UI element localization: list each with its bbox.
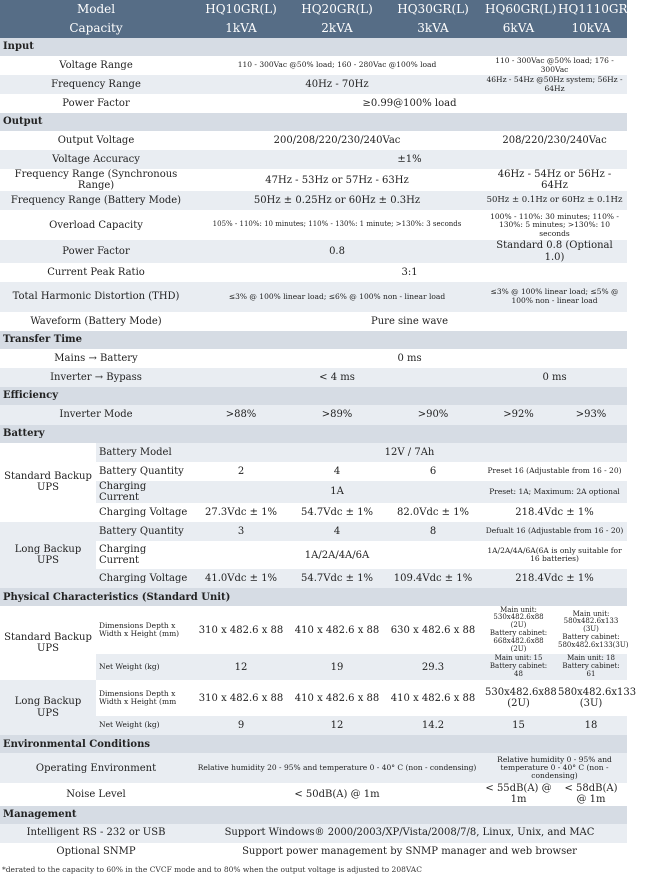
footnote: *derated to the capacity to 60% in the CVCF mode and to 80% when the output voltage is adjusted to 208VAC xyxy=(2,864,422,874)
row-label: Frequency Range xyxy=(0,75,192,94)
cell-value: 47Hz - 53Hz or 57Hz - 63Hz xyxy=(192,169,482,191)
cell-value xyxy=(482,606,555,654)
dim-line: 668x482.6x88 (2U) xyxy=(493,636,544,653)
cell-value: ≤3% @ 100% linear load; ≤6% @ 100% non - linear load xyxy=(192,282,482,312)
cell-value: 0 ms xyxy=(192,349,627,368)
cell-value: 54.7Vdc ± 1% xyxy=(290,503,384,522)
cell-value: 3:1 xyxy=(192,263,627,282)
cell-value xyxy=(555,654,627,680)
cell-value: 530x482.6x88 (2U) xyxy=(482,680,555,716)
cell-value: 9 xyxy=(192,716,290,735)
cell-value: 29.3 xyxy=(384,654,482,680)
row-label: Noise Level xyxy=(0,783,192,805)
cell-value: 410 x 482.6 x 88 xyxy=(384,680,482,716)
row-label: Inverter Mode xyxy=(0,405,192,425)
row-label: Net Weight (kg) xyxy=(96,654,192,680)
table-row xyxy=(0,75,627,94)
cell-value: 310 x 482.6 x 88 xyxy=(192,606,290,654)
dim-line: Main unit: xyxy=(572,609,610,618)
model-2k: HQ20GR(L) xyxy=(290,0,384,19)
cell-value: 46Hz - 54Hz @50Hz system; 56Hz - 64Hz xyxy=(482,75,627,94)
row-label: Battery Quantity xyxy=(96,462,192,481)
row-label: Frequency Range (Battery Mode) xyxy=(0,191,192,210)
cell-value: 218.4Vdc ± 1% xyxy=(482,503,627,522)
row-label: Total Harmonic Distortion (THD) xyxy=(0,282,192,312)
table-row xyxy=(0,680,627,716)
dim-line: Battery cabinet: xyxy=(489,629,548,638)
model-1k: HQ10GR(L) xyxy=(192,0,290,19)
cell-value: Relative humidity 20 - 95% and temperature 0 - 40° C (non - condensing) xyxy=(192,753,482,783)
table-row xyxy=(0,282,627,312)
cell-value: 0.8 xyxy=(192,240,482,262)
model-label: Model xyxy=(0,0,192,19)
section-input xyxy=(0,38,627,56)
cell-value: 200/208/220/230/240Vac xyxy=(192,131,482,150)
capacity-label: Capacity xyxy=(0,19,192,38)
cell-value: >92% xyxy=(482,405,555,425)
header-capacity-row xyxy=(0,19,627,38)
cell-value: Relative humidity 0 - 95% and temperature 0 - 40° C (non - condensing) xyxy=(482,753,627,783)
model-3k: HQ30GR(L) xyxy=(384,0,482,19)
cell-value: 410 x 482.6 x 88 xyxy=(290,606,384,654)
row-label: Waveform (Battery Mode) xyxy=(0,312,192,331)
section-physical xyxy=(0,588,627,606)
row-label: Intelligent RS - 232 or USB xyxy=(0,824,192,843)
row-label: Charging Voltage xyxy=(96,503,192,522)
cell-value: 3 xyxy=(192,522,290,541)
cell-value: 310 x 482.6 x 88 xyxy=(192,680,290,716)
model-10k: HQ1110GR(L) xyxy=(555,0,627,19)
cell-value: Support power management by SNMP manager and web browser xyxy=(192,843,627,862)
table-row xyxy=(0,349,627,368)
table-row xyxy=(0,606,627,654)
weight-line: Battery cabinet: 48 xyxy=(489,662,548,679)
section-title: Physical Characteristics (Standard Unit) xyxy=(0,588,627,606)
capacity-1k: 1kVA xyxy=(192,19,290,38)
row-label: Current Peak Ratio xyxy=(0,263,192,282)
row-label: Charging Current xyxy=(96,481,192,503)
cell-value: 12 xyxy=(192,654,290,680)
table-row xyxy=(0,131,627,150)
capacity-3k: 3kVA xyxy=(384,19,482,38)
section-title: Efficiency xyxy=(0,387,627,405)
table-row xyxy=(0,210,627,240)
cell-value: 105% - 110%: 10 minutes; 110% - 130%: 1 minute; >130%: 3 seconds xyxy=(192,210,482,240)
cell-value: < 55dB(A) @ 1m xyxy=(482,783,555,805)
cell-value: 100% - 110%: 30 minutes; 110% - 130%: 5 minutes; >130%: 10 seconds xyxy=(482,210,627,240)
cell-value: 1A/2A/4A/6A(6A is only suitable for 16 batteries) xyxy=(482,541,627,569)
group-label: Standard Backup UPS xyxy=(0,606,96,680)
table-row xyxy=(0,240,627,262)
cell-value: 580x482.6x133 (3U) xyxy=(555,680,627,716)
cell-value: >89% xyxy=(290,405,384,425)
capacity-6k: 6kVA xyxy=(482,19,555,38)
row-label: Power Factor xyxy=(0,94,192,113)
cell-value: 1A xyxy=(192,481,482,503)
cell-value: 630 x 482.6 x 88 xyxy=(384,606,482,654)
cell-value: 208/220/230/240Vac xyxy=(482,131,627,150)
table-row xyxy=(0,169,627,191)
cell-value: 6 xyxy=(384,462,482,481)
table-row xyxy=(0,843,627,862)
row-label: Power Factor xyxy=(0,240,192,262)
header-model-row xyxy=(0,0,627,19)
capacity-10k: 10kVA xyxy=(555,19,627,38)
cell-value: 41.0Vdc ± 1% xyxy=(192,569,290,588)
section-environment xyxy=(0,735,627,753)
section-title: Output xyxy=(0,113,627,131)
dim-line: 580x482.6x133 (3U) xyxy=(563,617,619,634)
cell-value: 54.7Vdc ± 1% xyxy=(290,569,384,588)
table-row xyxy=(0,150,627,169)
cell-value: >93% xyxy=(555,405,627,425)
cell-value: < 4 ms xyxy=(192,368,482,387)
cell-value: 0 ms xyxy=(482,368,627,387)
cell-value: 110 - 300Vac @50% load; 160 - 280Vac @100% load xyxy=(192,56,482,75)
group-label: Long Backup UPS xyxy=(0,680,96,735)
table-row xyxy=(0,191,627,210)
section-management xyxy=(0,806,627,824)
cell-value: < 50dB(A) @ 1m xyxy=(192,783,482,805)
section-battery xyxy=(0,425,627,443)
cell-value: >88% xyxy=(192,405,290,425)
row-label: Net Weight (kg) xyxy=(96,716,192,735)
cell-value: 410 x 482.6 x 88 xyxy=(290,680,384,716)
dim-line: Main unit: xyxy=(500,605,537,614)
section-efficiency xyxy=(0,387,627,405)
row-label: Voltage Accuracy xyxy=(0,150,192,169)
row-label: Charging Voltage xyxy=(96,569,192,588)
cell-value: 18 xyxy=(555,716,627,735)
cell-value: 46Hz - 54Hz or 56Hz - 64Hz xyxy=(482,169,627,191)
table-row xyxy=(0,443,627,462)
table-row xyxy=(0,312,627,331)
row-label: Optional SNMP xyxy=(0,843,192,862)
cell-value: 110 - 300Vac @50% load; 176 - 300Vac xyxy=(482,56,627,75)
model-6k: HQ60GR(L) xyxy=(482,0,555,19)
row-label: Inverter → Bypass xyxy=(0,368,192,387)
cell-value: 19 xyxy=(290,654,384,680)
dim-line: 530x482.6x88 (2U) xyxy=(493,613,544,630)
row-label: Frequency Range (Synchronous Range) xyxy=(0,169,192,191)
table-row xyxy=(0,824,627,843)
row-label: Mains → Battery xyxy=(0,349,192,368)
section-title: Environmental Conditions xyxy=(0,735,627,753)
section-title: Management xyxy=(0,806,627,824)
table-row xyxy=(0,94,627,113)
cell-value: Support Windows® 2000/2003/XP/Vista/2008/7/8, Linux, Unix, and MAC xyxy=(192,824,627,843)
row-label: Dimensions Depth x Width x Height (mm) xyxy=(96,606,192,654)
weight-line: Main unit: 18 xyxy=(567,654,615,663)
row-label: Battery Quantity xyxy=(96,522,192,541)
row-label: Output Voltage xyxy=(0,131,192,150)
section-title: Input xyxy=(0,38,627,56)
cell-value: 2 xyxy=(192,462,290,481)
cell-value: ±1% xyxy=(192,150,627,169)
table-row xyxy=(0,783,627,805)
cell-value: < 58dB(A) @ 1m xyxy=(555,783,627,805)
cell-value: 50Hz ± 0.25Hz or 60Hz ± 0.3Hz xyxy=(192,191,482,210)
cell-value: ≤3% @ 100% linear load; ≤5% @ 100% non - linear load xyxy=(482,282,627,312)
cell-value: Defualt 16 (Adjustable from 16 - 20) xyxy=(482,522,627,541)
cell-value: 14.2 xyxy=(384,716,482,735)
section-transfer xyxy=(0,331,627,349)
section-title: Transfer Time xyxy=(0,331,627,349)
table-row xyxy=(0,56,627,75)
cell-value: 40Hz - 70Hz xyxy=(192,75,482,94)
cell-value: 27.3Vdc ± 1% xyxy=(192,503,290,522)
cell-value: Pure sine wave xyxy=(192,312,627,331)
table-row xyxy=(0,522,627,541)
cell-value: ≥0.99@100% load xyxy=(192,94,627,113)
row-label: Dimensions Depth x Width x Height (mm xyxy=(96,680,192,716)
cell-value: Preset 16 (Adjustable from 16 - 20) xyxy=(482,462,627,481)
weight-line: Battery cabinet: 61 xyxy=(562,662,620,679)
row-label: Overload Capacity xyxy=(0,210,192,240)
dim-line: 580x482.6x133(3U) xyxy=(558,640,629,649)
cell-value: 15 xyxy=(482,716,555,735)
table-row xyxy=(0,368,627,387)
cell-value: 82.0Vdc ± 1% xyxy=(384,503,482,522)
row-label: Charging Current xyxy=(96,541,192,569)
cell-value: >90% xyxy=(384,405,482,425)
cell-value: 12 xyxy=(290,716,384,735)
table-row xyxy=(0,263,627,282)
group-label: Long Backup UPS xyxy=(0,522,96,588)
table-row xyxy=(0,405,627,425)
weight-line: Main unit: 15 xyxy=(494,654,543,663)
cell-value: 4 xyxy=(290,522,384,541)
cell-value: Standard 0.8 (Optional 1.0) xyxy=(482,240,627,262)
cell-value: 12V / 7Ah xyxy=(192,443,627,462)
cell-value: Preset: 1A; Maximum: 2A optional xyxy=(482,481,627,503)
cell-value: 1A/2A/4A/6A xyxy=(192,541,482,569)
section-output xyxy=(0,113,627,131)
row-label: Voltage Range xyxy=(0,56,192,75)
table-row xyxy=(0,753,627,783)
cell-value xyxy=(482,654,555,680)
row-label: Operating Environment xyxy=(0,753,192,783)
group-label: Standard Backup UPS xyxy=(0,443,96,522)
section-title: Battery xyxy=(0,425,627,443)
cell-value: 8 xyxy=(384,522,482,541)
capacity-2k: 2kVA xyxy=(290,19,384,38)
cell-value xyxy=(555,606,627,654)
cell-value: 4 xyxy=(290,462,384,481)
dim-line: Battery cabinet: xyxy=(562,633,620,642)
row-label: Battery Model xyxy=(96,443,192,462)
cell-value: 50Hz ± 0.1Hz or 60Hz ± 0.1Hz xyxy=(482,191,627,210)
cell-value: 109.4Vdc ± 1% xyxy=(384,569,482,588)
cell-value: 218.4Vdc ± 1% xyxy=(482,569,627,588)
